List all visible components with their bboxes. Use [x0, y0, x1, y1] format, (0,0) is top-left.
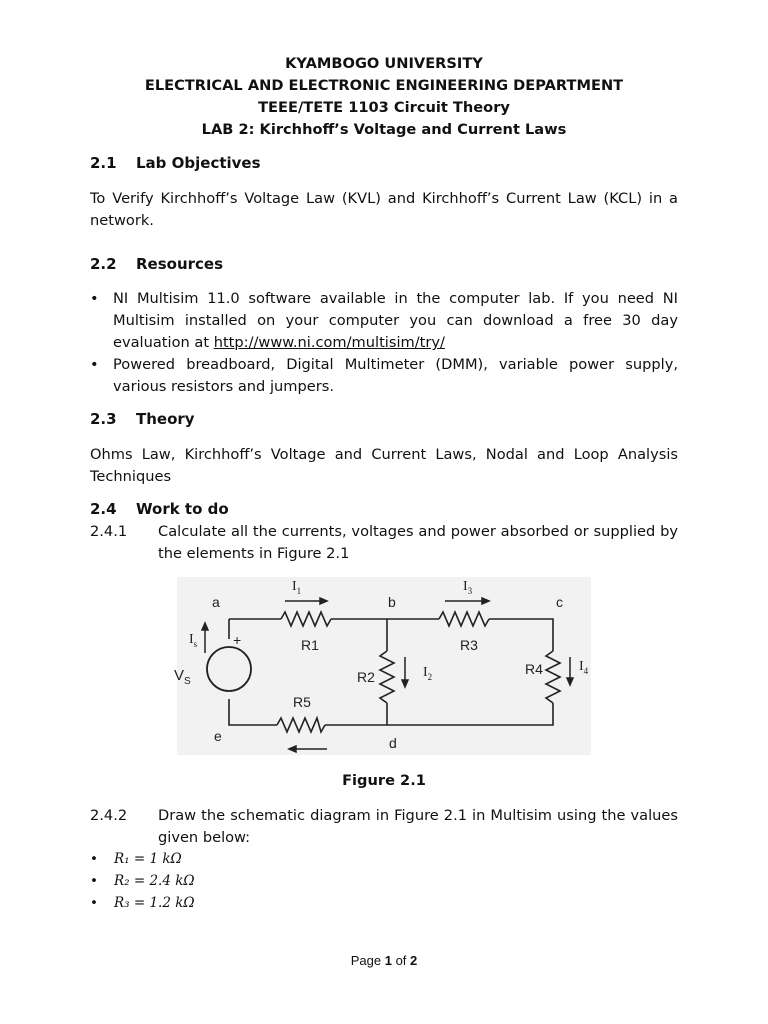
department-name: ELECTRICAL AND ELECTRONIC ENGINEERING DEPARTMENT: [144, 77, 624, 94]
section-title: Lab Objectives: [136, 154, 261, 172]
circuit-diagram: [174, 577, 591, 755]
resource-text: NI Multisim 11.0 software available in the computer lab. If you need NI Multisim installed on your computer you can download a free 30 day evaluation at: [113, 290, 678, 351]
current-i2-label: $I_2$: [423, 665, 433, 682]
multisim-download-link[interactable]: http://www.ni.com/multisim/try/: [213, 334, 445, 351]
section-title: Resources: [136, 255, 224, 273]
source-polarity-plus: +: [233, 632, 242, 648]
page-footer: [0, 953, 768, 968]
resistor-r3-label: R3: [460, 637, 478, 653]
resistor-r2-label: R2: [357, 669, 375, 685]
step-number: 2.4.1: [90, 523, 128, 540]
university-name: KYAMBOGO UNIVERSITY: [285, 55, 483, 72]
resource-text: Powered breadboard, Digital Multimeter (DMM), variable power supply, various resistors and jumpers.: [113, 356, 678, 395]
step-text: Calculate all the currents, voltages and power absorbed or supplied by the elements in Figure 2.1: [158, 523, 678, 562]
current-is-label: $I_s$: [189, 632, 198, 649]
resources-list: [90, 288, 678, 398]
section-heading-work: [90, 500, 229, 518]
page-current: 1: [384, 953, 392, 968]
current-i3-label: $I_3$: [463, 579, 473, 596]
section-heading-theory: [90, 410, 195, 428]
section-number: 2.2: [90, 255, 117, 273]
node-label-c: c: [556, 594, 563, 610]
value-r2: • R₂ = 2.4 kΩ: [114, 873, 195, 889]
value-r1: • R₁ = 1 kΩ: [114, 851, 182, 867]
page-label: Page: [350, 953, 385, 968]
resistor-r5-label: R5: [293, 694, 311, 710]
voltage-source-symbol: [207, 647, 251, 691]
node-label-e: e: [214, 728, 222, 744]
list-item: [90, 288, 678, 354]
list-item: [90, 354, 678, 398]
node-label-a: a: [212, 594, 220, 610]
step-text: Draw the schematic diagram in Figure 2.1 in Multisim using the values given below:: [158, 807, 678, 846]
course-title: TEEE/TETE 1103 Circuit Theory: [258, 99, 510, 116]
work-step-2: [90, 805, 678, 849]
section-heading-resources: [90, 255, 223, 273]
theory-paragraph: Ohms Law, Kirchhoff’s Voltage and Current Laws, Nodal and Loop Analysis Techniques: [90, 446, 678, 485]
lab-title: LAB 2: Kirchhoff’s Voltage and Current Laws: [201, 121, 567, 138]
page-of: of: [391, 953, 411, 968]
resistor-r4-label: R4: [525, 661, 543, 677]
node-label-d: d: [389, 735, 397, 751]
current-i4-label: $I_4$: [579, 659, 589, 676]
section-title: Theory: [136, 410, 195, 428]
source-label: $V_S$: [174, 667, 191, 687]
work-step-1: [90, 521, 678, 565]
node-label-b: b: [388, 594, 396, 610]
value-r3: • R₃ = 1.2 kΩ: [114, 895, 195, 911]
section-number: 2.3: [90, 410, 117, 428]
section-number: 2.1: [90, 154, 117, 172]
section-heading-objectives: [90, 154, 261, 172]
section-title: Work to do: [136, 500, 229, 518]
current-i1-label: $I_1$: [292, 579, 302, 596]
section-number: 2.4: [90, 500, 117, 518]
page-total: 2: [410, 953, 418, 968]
figure-caption: Figure 2.1: [342, 772, 426, 789]
resistor-r1-label: R1: [301, 637, 319, 653]
step-number: 2.4.2: [90, 807, 128, 824]
objectives-paragraph: To Verify Kirchhoff’s Voltage Law (KVL) and Kirchhoff’s Current Law (KCL) in a network.: [90, 190, 678, 229]
